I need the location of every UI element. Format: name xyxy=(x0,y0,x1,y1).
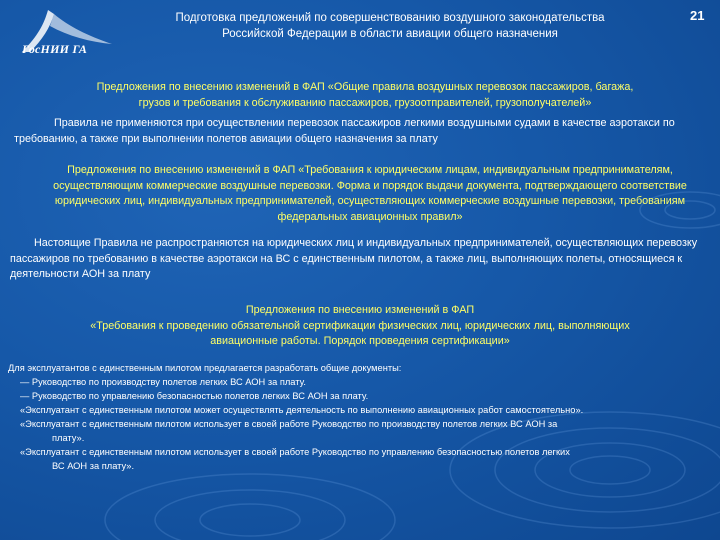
list-item-continuation: ВС АОН за плату». xyxy=(52,461,135,471)
list-item: «Эксплуатант с единственным пилотом использует в своей работе Руководство по управлению безопасностью полетов легких xyxy=(20,447,570,457)
list-item: «Эксплуатант с единственным пилотом может осуществлять деятельность по выполнению авиационных работ самостоятельно». xyxy=(20,405,584,415)
section-3-heading-line-2: «Требования к проведению обязательной сертификации физических лиц, юридических лиц, выполняющих xyxy=(90,319,630,332)
page-number: 21 xyxy=(690,8,705,23)
logo-text: ГосНИИ ГА xyxy=(22,42,88,56)
list-item: — Руководство по производству полетов легких ВС АОН за плату. xyxy=(20,377,306,387)
list-item-continuation: плату». xyxy=(52,433,85,443)
section-3-heading-line-1: Предложения по внесению изменений в ФАП xyxy=(245,304,475,316)
section-1-heading-line-2: грузов и требования к обслуживанию пассажиров, грузоотправителей, грузополучателей» xyxy=(138,96,592,109)
list-item: — Руководство по управлению безопасностью полетов легких ВС АОН за плату. xyxy=(20,391,369,401)
section-1-heading-line-1: Предложения по внесению изменений в ФАП «Общие правила воздушных перевозок пассажиров, багажа, xyxy=(96,81,634,93)
list-intro: Для эксплуатантов с единственным пилотом предлагается разработать общие документы: xyxy=(8,363,402,373)
section-3-heading-line-3: авиационные работы. Порядок проведения сертификации» xyxy=(210,335,510,347)
header-title-line-2: Российской Федерации в области авиации общего назначения xyxy=(222,28,558,40)
section-3-heading xyxy=(20,303,700,350)
section-2-text: Настоящие Правила не распространяются на юридических лиц и индивидуальных предпринимателей, осуществляющих перевозку пассажиров по требованию в качестве аэротакси на ВС с единственным пилотом, а также лиц, выполняющих полеты, относящиеся к деятельности АОН за плату xyxy=(10,237,698,280)
slide-header-title xyxy=(120,10,660,42)
header-title-line-1: Подготовка предложений по совершенствованию воздушного законодательства xyxy=(175,12,605,24)
gosniiga-logo xyxy=(8,6,118,66)
section-3-document-list xyxy=(8,361,718,473)
section-2-heading: Предложения по внесению изменений в ФАП «Требования к юридическим лицам, индивидуальным предпринимателям, осуществляющим коммерческие воздушные перевозки. Форма и порядок выдачи документа, подтверждающего соответствие юридических лиц, индивидуальных предпринимателей, осуществляющих коммерческие воздушные перевозки, требованиям федеральных авиационных правил» xyxy=(53,164,687,223)
section-1-heading xyxy=(30,80,700,111)
list-item: «Эксплуатант с единственным пилотом использует в своей работе Руководство по производству полетов легких ВС АОН за xyxy=(20,419,558,429)
section-1-text: Правила не применяются при осуществлении перевозок пассажиров легкими воздушными судами в качестве аэротакси по требованию, а также при выполнении полетов авиации общего назначения за плату xyxy=(14,117,675,145)
